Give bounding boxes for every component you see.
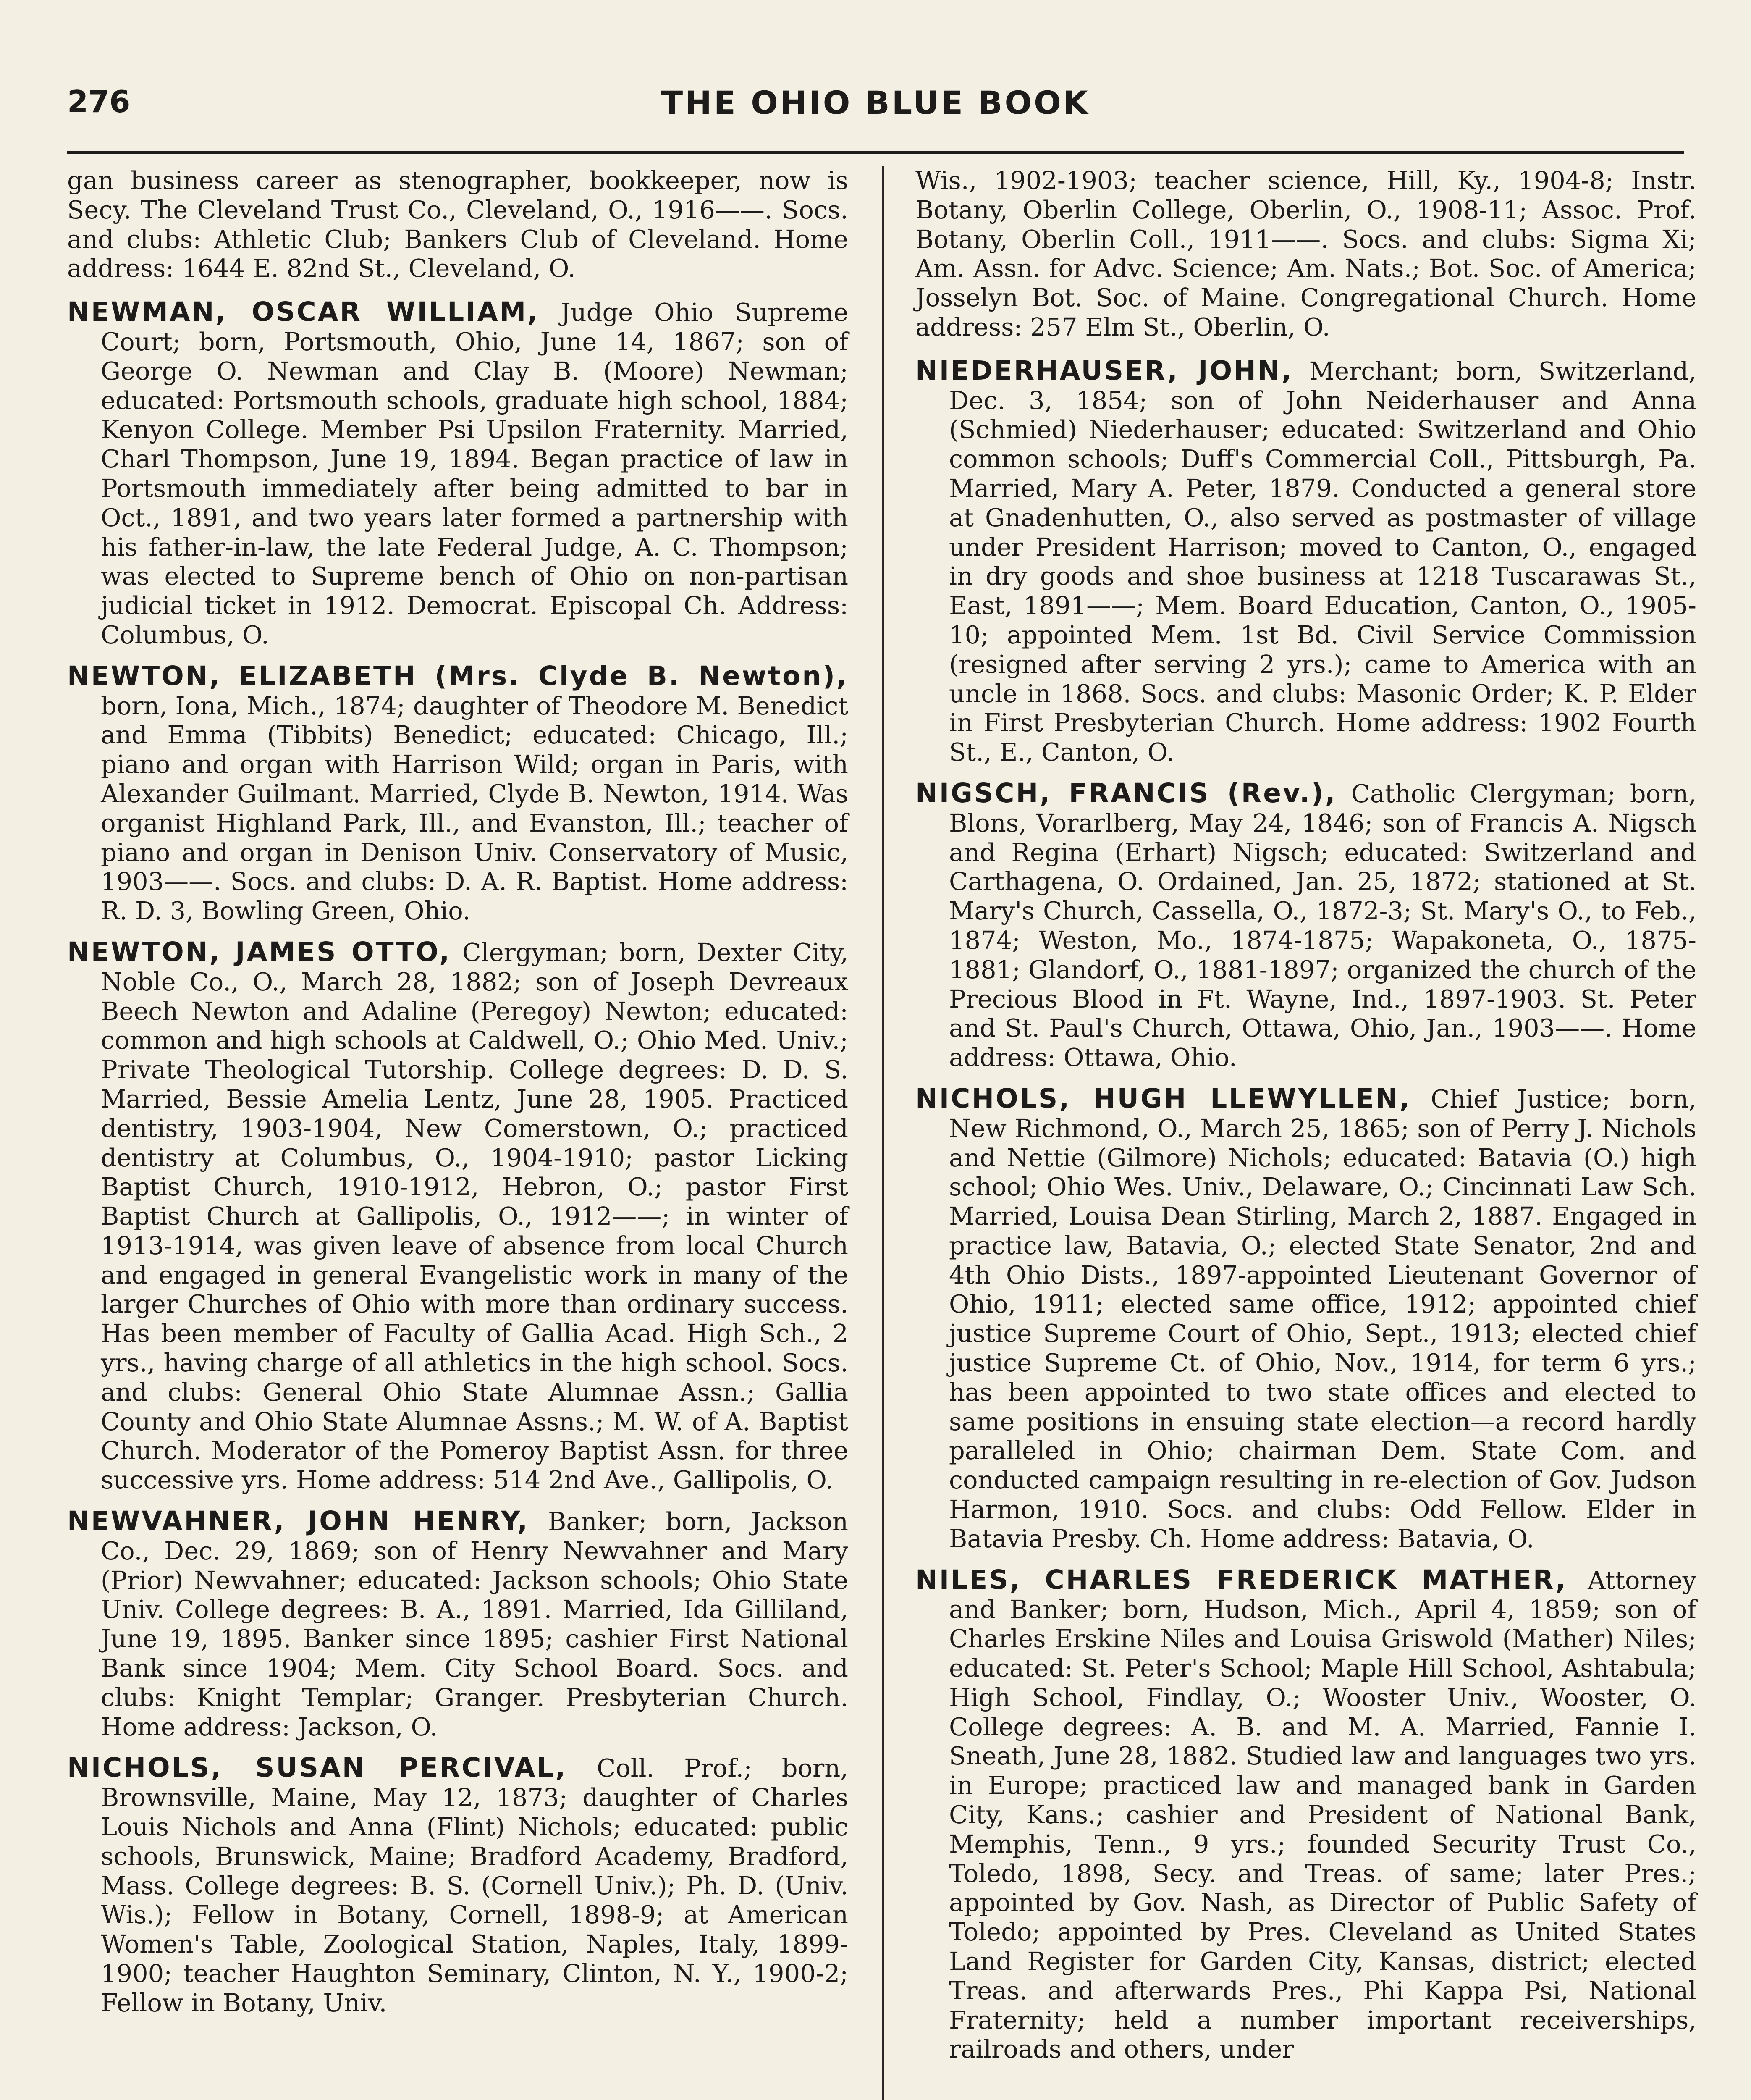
entry-name: NIGSCH, FRANCIS (Rev.), xyxy=(915,777,1337,808)
entry-text: Catholic Clergyman; born, Blons, Vorarlberg, May 24, 1846; son of Francis A. Nigsch and Regina (Erhart) Nigsch; educated: Switzerland and Carthagena, O. Ordained, Jan. 25, 1872; stationed at St. Mary's Church, Cassella, O., 1872-3; St. Mary's O., to Feb., 1874; Weston, Mo., 1874-1875; Wapakoneta, O., 1875-1881; Glandorf, O., 1881-1897; organized the church of the Precious Blood in Ft. Wayne, Ind., 1897-1903. St. Peter and St. Paul's Church, Ottawa, Ohio, Jan., 1903——. Home address: Ottawa, Ohio. xyxy=(949,779,1696,1072)
entry-text: Clergyman; born, Dexter City, Noble Co., O., March 28, 1882; son of Joseph Devreaux Beech Newton and Adaline (Peregoy) Newton; educated: common and high schools at Caldwell, O.; Ohio Med. Univ.; Private Theological Tutorship. College degrees: D. D. S. Married, Bessie Amelia Lentz, June 28, 1905. Practiced dentistry, 1903-1904, New Comerstown, O.; practiced dentistry at Columbus, O., 1904-1910; pastor Licking Baptist Church, 1910-1912, Hebron, O.; pastor First Baptist Church at Gallipolis, O., 1912——; in winter of 1913-1914, was given leave of absence from local Church and engaged in general Evangelistic work in many of the larger Churches of Ohio with more than ordinary success. Has been member of Faculty of Gallia Acad. High Sch., 2 yrs., having charge of all athletics in the high school. Socs. and clubs: General Ohio State Alumnae Assn.; Gallia County and Ohio State Alumnae Assns.; M. W. of A. Baptist Church. Moderator of the Pomeroy Baptist Assn. for three successive yrs. Home address: 514 2nd Ave., Gallipolis, O. xyxy=(101,937,848,1495)
biography-entry xyxy=(67,1753,848,2017)
entry-name: NEWTON, JAMES OTTO, xyxy=(67,936,451,967)
entry-name: NEWTON, ELIZABETH (Mrs. Clyde B. Newton), xyxy=(67,660,848,691)
entry-text: Chief Justice; born, New Richmond, O., March 25, 1865; son of Perry J. Nichols and Nettie (Gilmore) Nichols; educated: Batavia (O.) high school; Ohio Wes. Univ., Delaware, O.; Cincinnati Law Sch. Married, Louisa Dean Stirling, March 2, 1887. Engaged in practice law, Batavia, O.; elected State Senator, 2nd and 4th Ohio Dists., 1897-appointed Lieutenant Governor of Ohio, 1911; elected same office, 1912; appointed chief justice Supreme Court of Ohio, Sept., 1913; elected chief justice Supreme Ct. of Ohio, Nov., 1914, for term 6 yrs.; has been appointed to two state offices and elected to same positions in ensuing state election—a record hardly paralleled in Ohio; chairman Dem. State Com. and conducted campaign resulting in re-election of Gov. Judson Harmon, 1910. Socs. and clubs: Odd Fellow. Elder in Batavia Presby. Ch. Home address: Batavia, O. xyxy=(949,1084,1696,1553)
entry-name: NILES, CHARLES FREDERICK MATHER, xyxy=(915,1564,1568,1595)
entry-name: NEWMAN, OSCAR WILLIAM, xyxy=(67,297,540,328)
entry-text: Coll. Prof.; born, Brownsville, Maine, May 12, 1873; daughter of Charles Louis Nichols and Anna (Flint) Nichols; educated: public schools, Brunswick, Maine; Bradford Academy, Bradford, Mass. College degrees: B. S. (Cornell Univ.); Ph. D. (Univ. Wis.); Fellow in Botany, Cornell, 1898-9; at American Women's Table, Zoological Station, Naples, Italy, 1899-1900; teacher Haughton Seminary, Clinton, N. Y., 1900-2; Fellow in Botany, Univ. xyxy=(101,1754,848,2017)
biography-entry xyxy=(915,1084,1696,1554)
entry-name: NICHOLS, SUSAN PERCIVAL, xyxy=(67,1752,567,1783)
entry-text: Merchant; born, Switzerland, Dec. 3, 1854; son of John Neiderhauser and Anna (Schmied) Niederhauser; educated: Switzerland and Ohio common schools; Duff's Commercial Coll., Pittsburgh, Pa. Married, Mary A. Peter, 1879. Conducted a general store at Gnadenhutten, O., also served as postmaster of village under President Harrison; moved to Canton, O., engaged in dry goods and shoe business at 1218 Tuscarawas St., East, 1891——; Mem. Board Education, Canton, O., 1905-10; appointed Mem. 1st Bd. Civil Service Commission (resigned after serving 2 yrs.); came to America with an uncle in 1868. Socs. and clubs: Masonic Order; K. P. Elder in First Presbyterian Church. Home address: 1902 Fourth St., E., Canton, O. xyxy=(949,356,1696,767)
entry-name: NICHOLS, HUGH LLEWYLLEN, xyxy=(915,1083,1411,1114)
continued-entry-text: Wis., 1902-1903; teacher science, Hill, Ky., 1904-8; Instr. Botany, Oberlin College, Oberlin, O., 1908-11; Assoc. Prof. Botany, Oberlin Coll., 1911——. Socs. and clubs: Sigma Xi; Am. Assn. for Advc. Science; Am. Nats.; Bot. Soc. of America; Josselyn Bot. Soc. of Maine. Congregational Church. Home address: 257 Elm St., Oberlin, O. xyxy=(915,166,1696,341)
right-column xyxy=(915,166,1696,2076)
entry-name: NEWVAHNER, JOHN HENRY, xyxy=(67,1506,529,1537)
entry-name: NIEDERHAUSER, JOHN, xyxy=(915,355,1293,386)
biography-entry xyxy=(915,356,1696,767)
page-header xyxy=(0,63,1751,134)
header-rule xyxy=(67,151,1684,154)
running-title: THE OHIO BLUE BOOK xyxy=(661,84,1090,121)
biography-entry xyxy=(67,937,848,1495)
entry-text: born, Iona, Mich., 1874; daughter of Theodore M. Benedict and Emma (Tibbits) Benedict; educated: Chicago, Ill.; piano and organ with Harrison Wild; organ in Paris, with Alexander Guilmant. Married, Clyde B. Newton, 1914. Was organist Highland Park, Ill., and Evanston, Ill.; teacher of piano and organ in Denison Univ. Conservatory of Music, 1903——. Socs. and clubs: D. A. R. Baptist. Home address: R. D. 3, Bowling Green, Ohio. xyxy=(101,691,848,926)
entry-text: Attorney and Banker; born, Hudson, Mich., April 4, 1859; son of Charles Erskine Niles and Louisa Griswold (Mather) Niles; educated: St. Peter's School; Maple Hill School, Ashtabula; High School, Findlay, O.; Wooster Univ., Wooster, O. College degrees: A. B. and M. A. Married, Fannie I. Sneath, June 28, 1882. Studied law and languages two yrs. in Europe; practiced law and managed bank in Garden City, Kans.; cashier and President of National Bank, Memphis, Tenn., 9 yrs.; founded Security Trust Co., Toledo, 1898, Secy. and Treas. of same; later Pres.; appointed by Gov. Nash, as Director of Public Safety of Toledo; appointed by Pres. Cleveland as United States Land Register for Garden City, Kansas, district; elected Treas. and afterwards Pres., Phi Kappa Psi, National Fraternity; held a number important receiverships, railroads and others, under xyxy=(949,1565,1697,2064)
biography-entry xyxy=(915,779,1696,1072)
biography-entry xyxy=(67,1507,848,1741)
page-number: 276 xyxy=(67,84,131,119)
entry-text: Judge Ohio Supreme Court; born, Portsmouth, Ohio, June 14, 1867; son of George O. Newman and Clay B. (Moore) Newman; educated: Portsmouth schools, graduate high school, 1884; Kenyon College. Member Psi Upsilon Fraternity. Married, Charl Thompson, June 19, 1894. Began practice of law in Portsmouth immediately after being admitted to bar in Oct., 1891, and two years later formed a partnership with his father-in-law, the late Federal Judge, A. C. Thompson; was elected to Supreme bench of Ohio on non-partisan judicial ticket in 1912. Democrat. Episcopal Ch. Address: Columbus, O. xyxy=(101,298,849,649)
entry-text: Banker; born, Jackson Co., Dec. 29, 1869; son of Henry Newvahner and Mary (Prior) Newvahner; educated: Jackson schools; Ohio State Univ. College degrees: B. A., 1891. Married, Ida Gilliland, June 19, 1895. Banker since 1895; cashier First National Bank since 1904; Mem. City School Board. Socs. and clubs: Knight Templar; Granger. Presbyterian Church. Home address: Jackson, O. xyxy=(101,1507,848,1741)
column-divider xyxy=(882,166,884,2100)
biography-entry xyxy=(67,297,848,650)
biography-entry xyxy=(67,662,848,926)
left-column xyxy=(67,166,848,2029)
biography-entry xyxy=(915,1565,1696,2064)
continued-entry-text: gan business career as stenographer, bookkeeper, now is Secy. The Cleveland Trust Co., Cleveland, O., 1916——. Socs. and clubs: Athletic Club; Bankers Club of Cleveland. Home address: 1644 E. 82nd St., Cleveland, O. xyxy=(67,166,848,283)
